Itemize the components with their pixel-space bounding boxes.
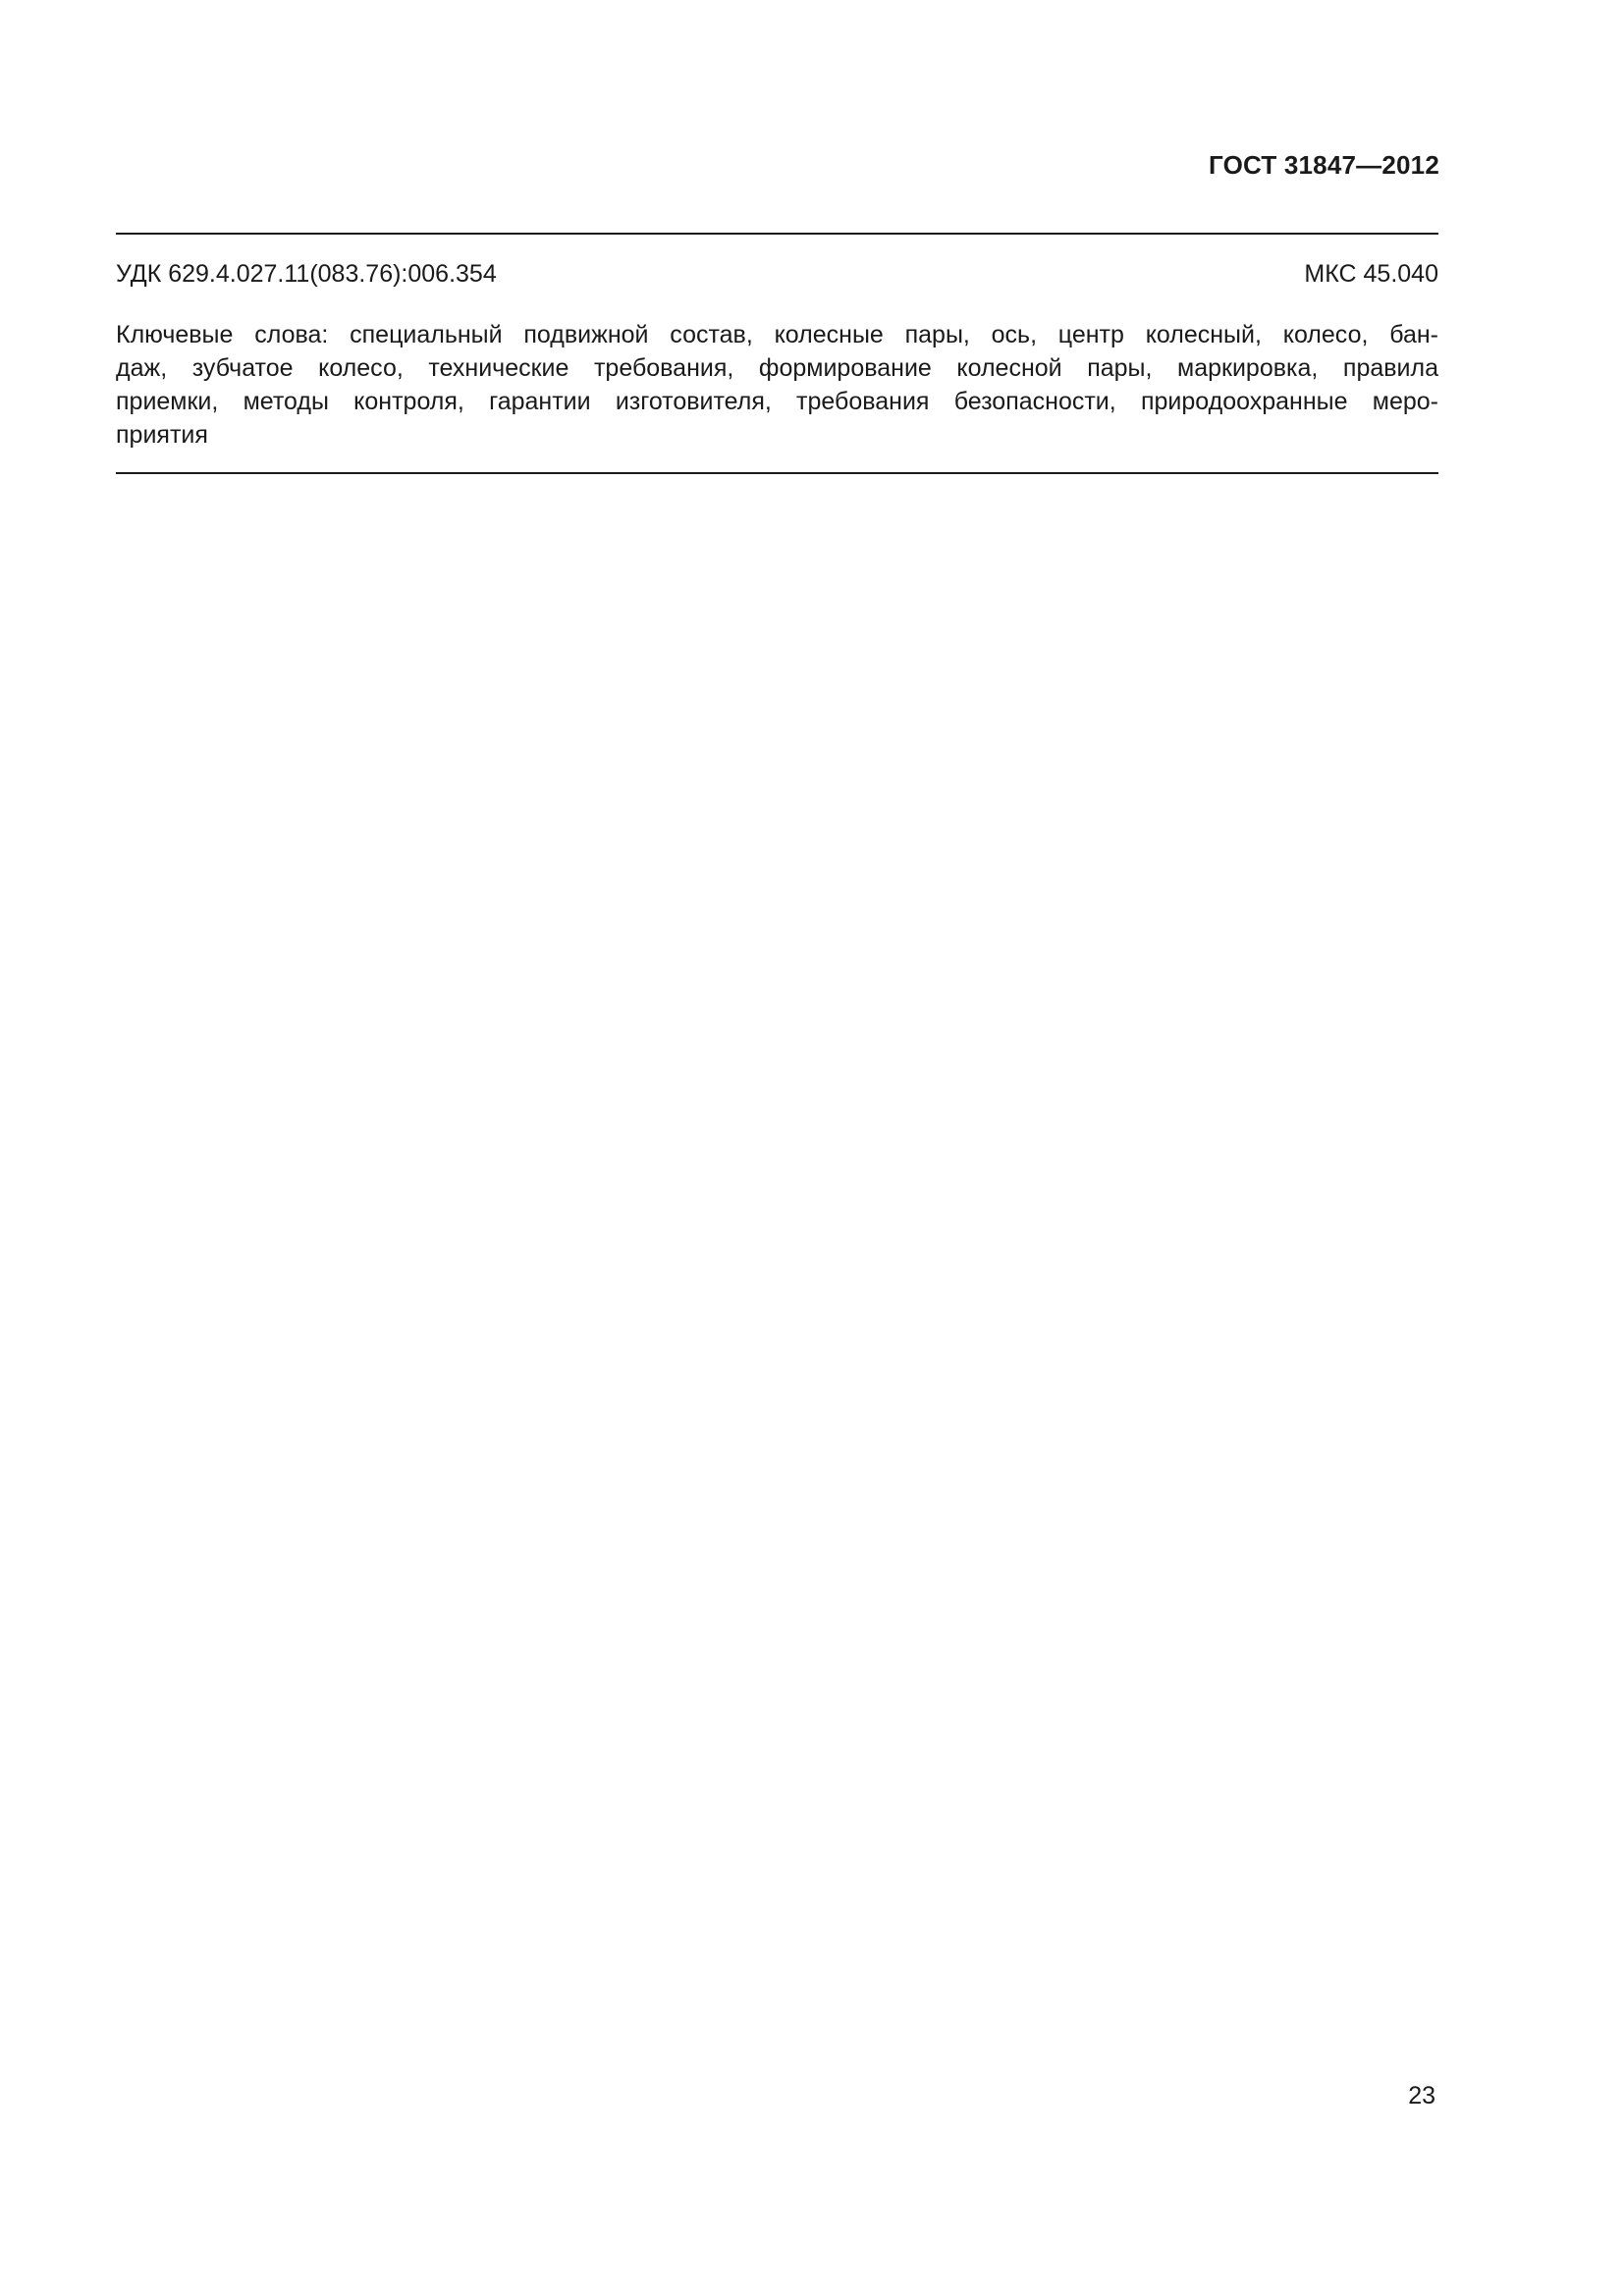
classification-row (116, 257, 1438, 291)
bottom-divider (116, 472, 1438, 474)
keywords-paragraph (116, 318, 1438, 452)
udk-code: УДК 629.4.027.11(083.76):006.354 (116, 260, 497, 288)
top-divider (116, 233, 1438, 235)
keywords-line: даж, зубчатое колесо, технические требования, формирование колесной пары, маркировка, правила (116, 354, 1438, 382)
keywords-line: приятия (116, 421, 208, 449)
keywords-line: Ключевые слова: специальный подвижной состав, колесные пары, ось, центр колесный, колесо, бан- (116, 321, 1438, 348)
keywords-line: приемки, методы контроля, гарантии изготовителя, требования безопасности, природоохранные меро- (116, 388, 1438, 415)
mks-code: МКС 45.040 (1304, 260, 1438, 288)
page-number: 23 (1408, 2082, 1435, 2109)
document-code: ГОСТ 31847—2012 (1209, 150, 1439, 180)
